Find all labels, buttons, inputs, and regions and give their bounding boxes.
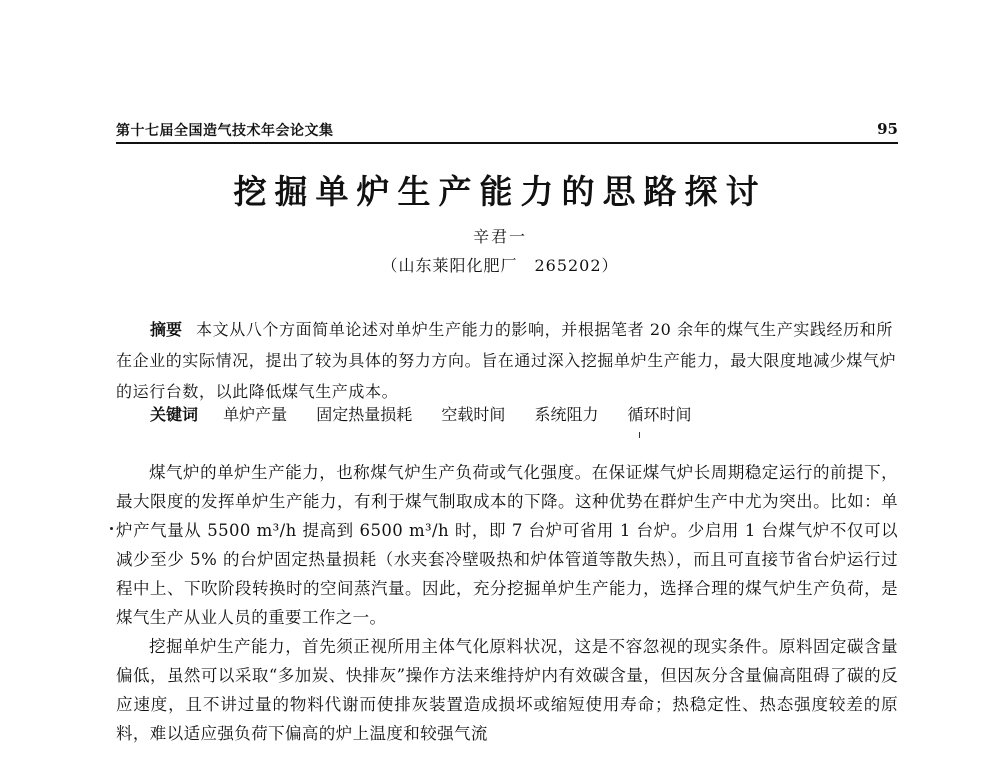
body-paragraph: 煤气炉的单炉生产能力，也称煤气炉生产负荷或气化强度。在保证煤气炉长周期稳定运行的前提下，最大限度的发挥单炉生产能力，有利于煤气制取成本的下降。这种优势在群炉生产中尤为突出。比如：单炉产气量从 5500 m³/h 提高到 6500 m³/h 时，即 7 台炉可省用 1 台炉。少启用 1 台煤气炉不仅可以减少至少 5% 的台炉固定热量损耗（水夹套冷壁吸热和炉体管道等散失热），而且可直接节省台炉运行过程中上、下吹阶段转换时的空间蒸汽量。因此，充分挖掘单炉生产能力，选择合理的煤气炉生产负荷，是煤气生产从业人员的重要工作之一。 [116,463,898,627]
page-number: 95 [877,120,898,138]
keyword: 系统阻力 [534,405,599,424]
header-rule [116,142,898,144]
abstract-text: 本文从八个方面简单论述对单炉生产能力的影响，并根据笔者 20 余年的煤气生产实践经历和所在企业的实际情况，提出了较为具体的努力方向。旨在通过深入挖掘单炉生产能力，最大限度地减少煤气炉的运行台数，以此降低煤气生产成本。 [116,320,897,401]
keyword: 单炉产量 [223,405,288,424]
keyword: 循环时间 [627,405,692,424]
journal-name: 第十七届全国造气技术年会论文集 [116,123,334,139]
article-author: 辛君一 [472,227,527,246]
keyword: 空载时间 [441,405,506,424]
body-text [116,458,898,748]
running-header [116,118,898,140]
article-title: 挖掘单炉生产能力的思路探讨 [233,172,767,211]
scan-dot [110,527,113,530]
keywords-label: 关键词 [150,405,199,424]
article-affiliation: （山东莱阳化肥厂 265202） [381,256,619,275]
abstract [116,314,898,407]
body-paragraph: 挖掘单炉生产能力，首先须正视所用主体气化原料状况，这是不容忽视的现实条件。原料固定碳含量偏低，虽然可以采取“多加炭、快排灰”操作方法来维持炉内有效碳含量，但因灰分含量偏高阻碍了碳的反应速度，且不讲过量的物料代谢而使排灰装置造成损坏或缩短使用寿命；热稳定性、热态强度较差的原料，难以适应强负荷下偏高的炉上温度和较强气流 [116,637,898,743]
abstract-label: 摘要 [150,320,183,339]
keyword: 固定热量损耗 [316,405,413,424]
scan-mark [639,432,640,438]
keywords [150,402,898,428]
